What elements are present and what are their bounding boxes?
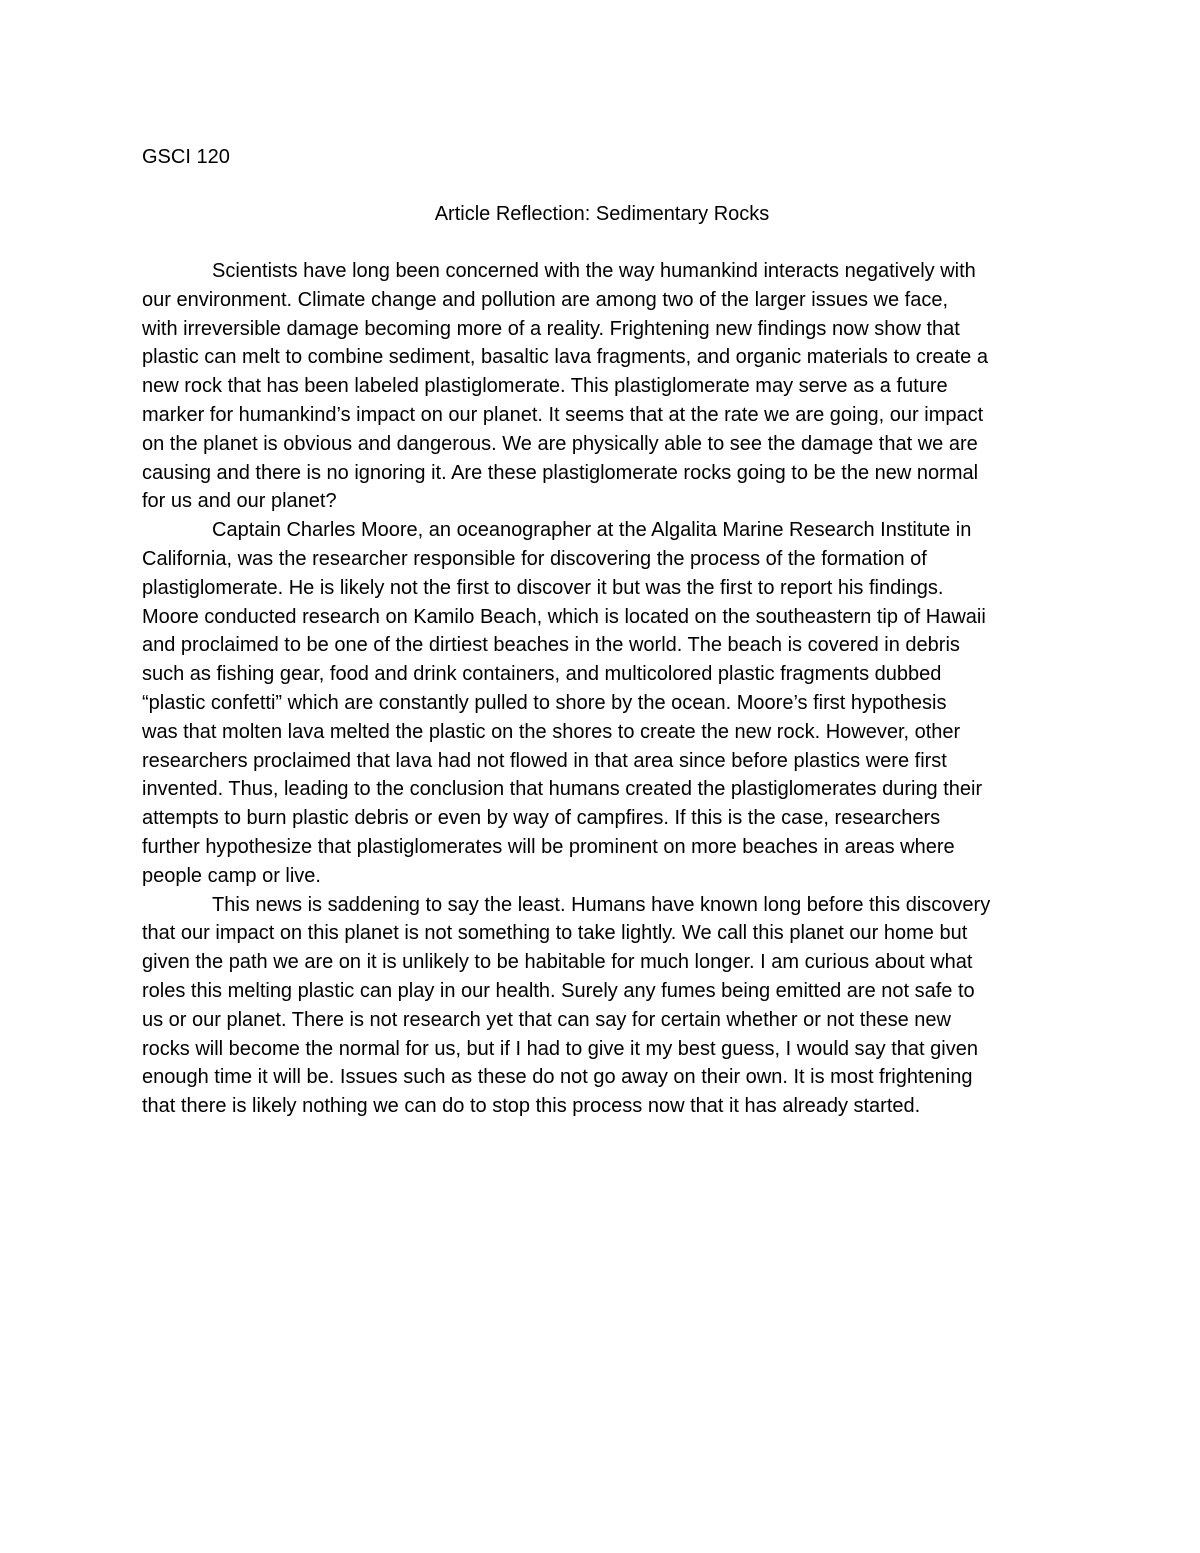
paragraph-line: plastic can melt to combine sediment, basaltic lava fragments, and organic materials to create a [142,346,988,369]
paragraph-line: plastiglomerate. He is likely not the first to discover it but was the first to report his findings. [142,576,944,599]
paragraph-line: attempts to burn plastic debris or even by way of campfires. If this is the case, researchers [142,807,941,830]
paragraph-line: roles this melting plastic can play in our health. Surely any fumes being emitted are not safe to [142,979,975,1002]
paragraph-line: Captain Charles Moore, an oceanographer at the Algalita Marine Research Institute in [212,519,972,542]
paragraph-line: marker for humankind’s impact on our planet. It seems that at the rate we are going, our impact [142,403,984,426]
paragraph-line: further hypothesize that plastiglomerates will be prominent on more beaches in areas where [142,835,955,858]
paragraph-2 [142,516,1062,890]
paragraph-3 [142,891,1062,1121]
paragraph-line: California, was the researcher responsible for discovering the process of the formation of [142,547,927,570]
paragraph-line: on the planet is obvious and dangerous. We are physically able to see the damage that we are [142,432,978,455]
paragraph-line: our environment. Climate change and pollution are among two of the larger issues we face, [142,288,949,311]
paragraph-line: invented. Thus, leading to the conclusion that humans created the plastiglomerates during their [142,778,983,801]
paragraph-line: enough time it will be. Issues such as these do not go away on their own. It is most frightening [142,1066,973,1089]
paragraph-line: given the path we are on it is unlikely to be habitable for much longer. I am curious about what [142,951,973,974]
paragraph-line: that our impact on this planet is not something to take lightly. We call this planet our home but [142,922,968,945]
paragraph-line: us or our planet. There is not research yet that can say for certain whether or not these new [142,1008,951,1031]
paragraph-line: This news is saddening to say the least. Humans have known long before this discovery [212,893,991,916]
paragraph-line: Moore conducted research on Kamilo Beach, which is located on the southeastern tip of Hawaii [142,605,986,628]
paragraph-line: new rock that has been labeled plastiglomerate. This plastiglomerate may serve as a future [142,375,948,398]
document-body [142,257,1062,1121]
paragraph-line: with irreversible damage becoming more of a reality. Frightening new findings now show that [142,317,960,340]
paragraph-line: that there is likely nothing we can do to stop this process now that it has already started. [142,1095,921,1118]
paragraph-line: was that molten lava melted the plastic on the shores to create the new rock. However, other [142,720,961,743]
paragraph-line: people camp or live. [142,864,321,887]
paragraph-line: researchers proclaimed that lava had not flowed in that area since before plastics were first [142,749,947,772]
paragraph-line: and proclaimed to be one of the dirtiest beaches in the world. The beach is covered in debris [142,634,960,657]
paragraph-line: Scientists have long been concerned with the way humankind interacts negatively with [212,260,976,282]
course-code: GSCI 120 [142,146,230,168]
paragraph-1 [142,257,1062,516]
paragraph-line: rocks will become the normal for us, but if I had to give it my best guess, I would say that given [142,1037,978,1060]
paragraph-line: such as fishing gear, food and drink containers, and multicolored plastic fragments dubbed [142,663,942,686]
document-title: Article Reflection: Sedimentary Rocks [434,203,770,225]
paragraph-line: “plastic confetti” which are constantly pulled to shore by the ocean. Moore’s first hypothesis [142,691,947,714]
paragraph-line: for us and our planet? [142,490,337,513]
paragraph-line: causing and there is no ignoring it. Are these plastiglomerate rocks going to be the new normal [142,461,979,484]
